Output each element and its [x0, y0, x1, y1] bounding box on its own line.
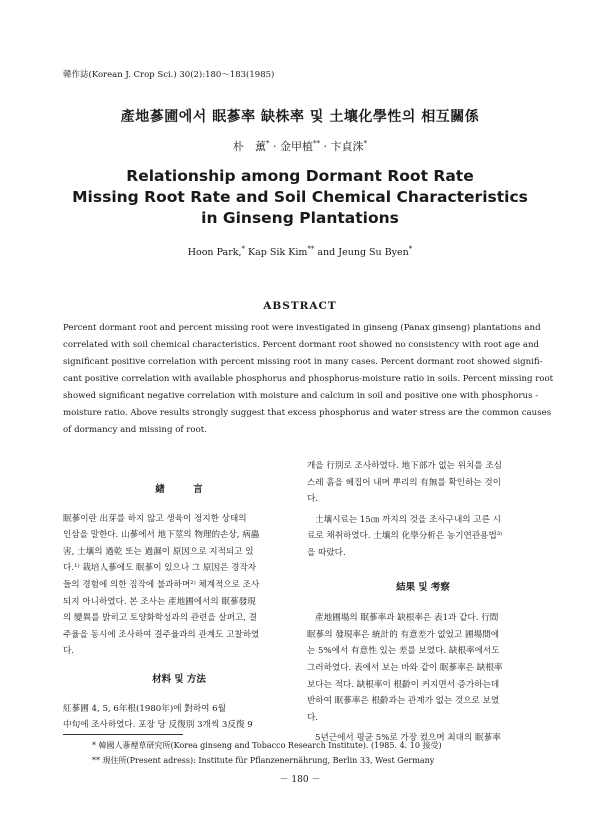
soil-line: 土壤시료는 15㎝ 까지의 것을 조사구내의 고른 시	[315, 514, 501, 525]
introduction-heading: 緖 言	[155, 484, 203, 495]
author-en-2: Kap Sik Kim	[245, 247, 308, 259]
results-line: 5년근에서 평균 5%로 가장 컸으며 최대의 眠蔘率	[315, 733, 501, 744]
intro-line: 인삼을 말한다. 山蔘에서 地下莖의 物理的손상, 病蟲	[63, 530, 260, 541]
methods-cont-line: 개을 行別로 조사하였다. 地下部가 없는 위치를 조심	[307, 461, 502, 471]
intro-line: 다.¹⁾ 栽培人蔘에도 眠蔘이 있으나 그 原因은 경작자	[63, 563, 257, 574]
intro-line: 들의 경험에 의한 짐작에 불과하며²⁾ 체계적으로 조사	[63, 579, 260, 590]
intro-line: 의 變異를 밝히고 토양화학성과의 관련을 살펴고, 결	[63, 613, 258, 624]
footnote-2: ** 現住所(Present adress): Institute für Pflanzenernährung, Berlin 33, West Germany	[92, 756, 435, 765]
author-ko-2-mark: **	[313, 139, 320, 148]
results-line: 다.	[307, 712, 319, 723]
intro-line: 되지 아니하였다. 본 조사는 產地圃에서의 眠蔘發現	[63, 596, 256, 607]
english-authors: Hoon Park,* Kap Sik Kim** and Jeung Su Byen*	[187, 245, 413, 259]
abstract-line: cant positive correlation with available phosphorus and phosphorus-moisture ratio in soils. Percent missing root	[63, 374, 554, 384]
methods-cont-line: 스레 흙을 헤집어 내며 뿌리의 有無를 확인하는 것이	[307, 477, 502, 488]
english-title-line-3: in Ginseng Plantations	[201, 209, 399, 227]
abstract-line: of dormancy and missing of root.	[63, 425, 207, 435]
abstract-line: Percent dormant root and percent missing root were investigated in ginseng (Panax ginseng) plantations and	[63, 323, 541, 333]
soil-line: 을 따랐다.	[307, 547, 346, 558]
intro-line: 眠蔘이란 出芽를 하지 않고 생육이 정지한 상태의	[63, 513, 247, 524]
right-column	[307, 458, 539, 747]
english-title	[0, 166, 600, 229]
abstract-body	[63, 320, 554, 439]
intro-line: 害, 土壤의 過乾 또는 過濕이 原因으로 지적되고 있	[63, 546, 254, 557]
abstract-line: moisture ratio. Above results strongly suggest that excess phosphorus and water stress are the common causes	[63, 408, 552, 418]
footnotes	[92, 738, 442, 768]
results-line: 眠蔘의 發現率은 統計的 有意差가 없었고 圃場間에	[307, 629, 500, 640]
english-title-line-1: Relationship among Dormant Root Rate	[126, 167, 474, 185]
author-ko-sep-2: ·	[320, 140, 331, 153]
author-ko-1: 朴 薰	[233, 140, 266, 153]
author-ko-2: 金甲植	[280, 140, 313, 153]
korean-authors	[0, 138, 600, 154]
author-ko-3: 卞貞洙	[330, 140, 364, 153]
journal-citation: 韓作誌(Korean J. Crop Sci.) 30(2):180～183(1985)	[63, 70, 275, 80]
methods-line: 中旬에 조사하였다. 포장 당 反復別 3개씩 3反復 9	[63, 720, 253, 731]
author-ko-sep-1: ·	[269, 140, 280, 153]
author-ko-1-mark: *	[266, 139, 270, 148]
intro-line: 다.	[63, 646, 75, 657]
author-en-1: Hoon Park,	[187, 247, 242, 259]
methods-line: 紅蔘圃 4, 5, 6年根(1980年)에 對하여 6월	[63, 703, 226, 714]
results-line: 產地圃場의 眠蔘率과 缺根率은 表1과 같다. 行間	[315, 613, 499, 624]
methods-cont-line: 다.	[307, 494, 319, 505]
abstract-heading: ABSTRACT	[263, 300, 337, 312]
abstract-line: showed significant negative correlation with moisture and calcium in soil and positive one with phosphorus -	[63, 391, 539, 401]
korean-title: 產地蔘圃에서 眠蔘率 缺株率 및 土壤化學性의 相互關係	[120, 109, 480, 125]
footnote-1: * 韓國人蔘煙草研究所(Korea ginseng and Tobacco Research Institute). (1985. 4. 10 接受)	[92, 741, 442, 750]
results-line: 반하여 眠蔘率은 根齡과는 관계가 없는 것으로 보였	[307, 696, 500, 707]
results-line: 그러하였다. 表에서 보는 바와 같이 眠蔘率은 缺根率	[307, 662, 503, 673]
methods-heading: 材料 및 方法	[152, 673, 206, 685]
results-heading: 結果 및 考察	[396, 581, 450, 593]
left-column	[63, 482, 295, 734]
results-line: 보다는 적다. 缺根率이 根齡이 커지면서 증가하는데	[307, 679, 500, 690]
english-title-line-2: Missing Root Rate and Soil Chemical Characteristics	[72, 188, 528, 206]
intro-line: 주율을 동시에 조사하여 결주율과의 관계도 고찰하였	[63, 629, 260, 640]
author-ko-3-mark: *	[363, 139, 367, 148]
soil-line: 료로 채취하였다. 土壤의 化學分析은 농기연관용법³⁾	[307, 531, 503, 542]
abstract-line: correlated with soil chemical characteristics. Percent dormant root showed no consistency with root age and	[63, 340, 540, 350]
abstract-line: significant positive correlation with percent missing root in many cases. Percent dormant root showed signifi-	[63, 357, 543, 367]
footnote-divider	[63, 734, 183, 735]
results-line: 는 5%에서 有意性 있는 差를 보였다. 缺根率에서도	[307, 646, 500, 657]
author-en-3: and Jeung Su Byen	[314, 247, 409, 259]
page-number: － 180 －	[279, 775, 321, 785]
